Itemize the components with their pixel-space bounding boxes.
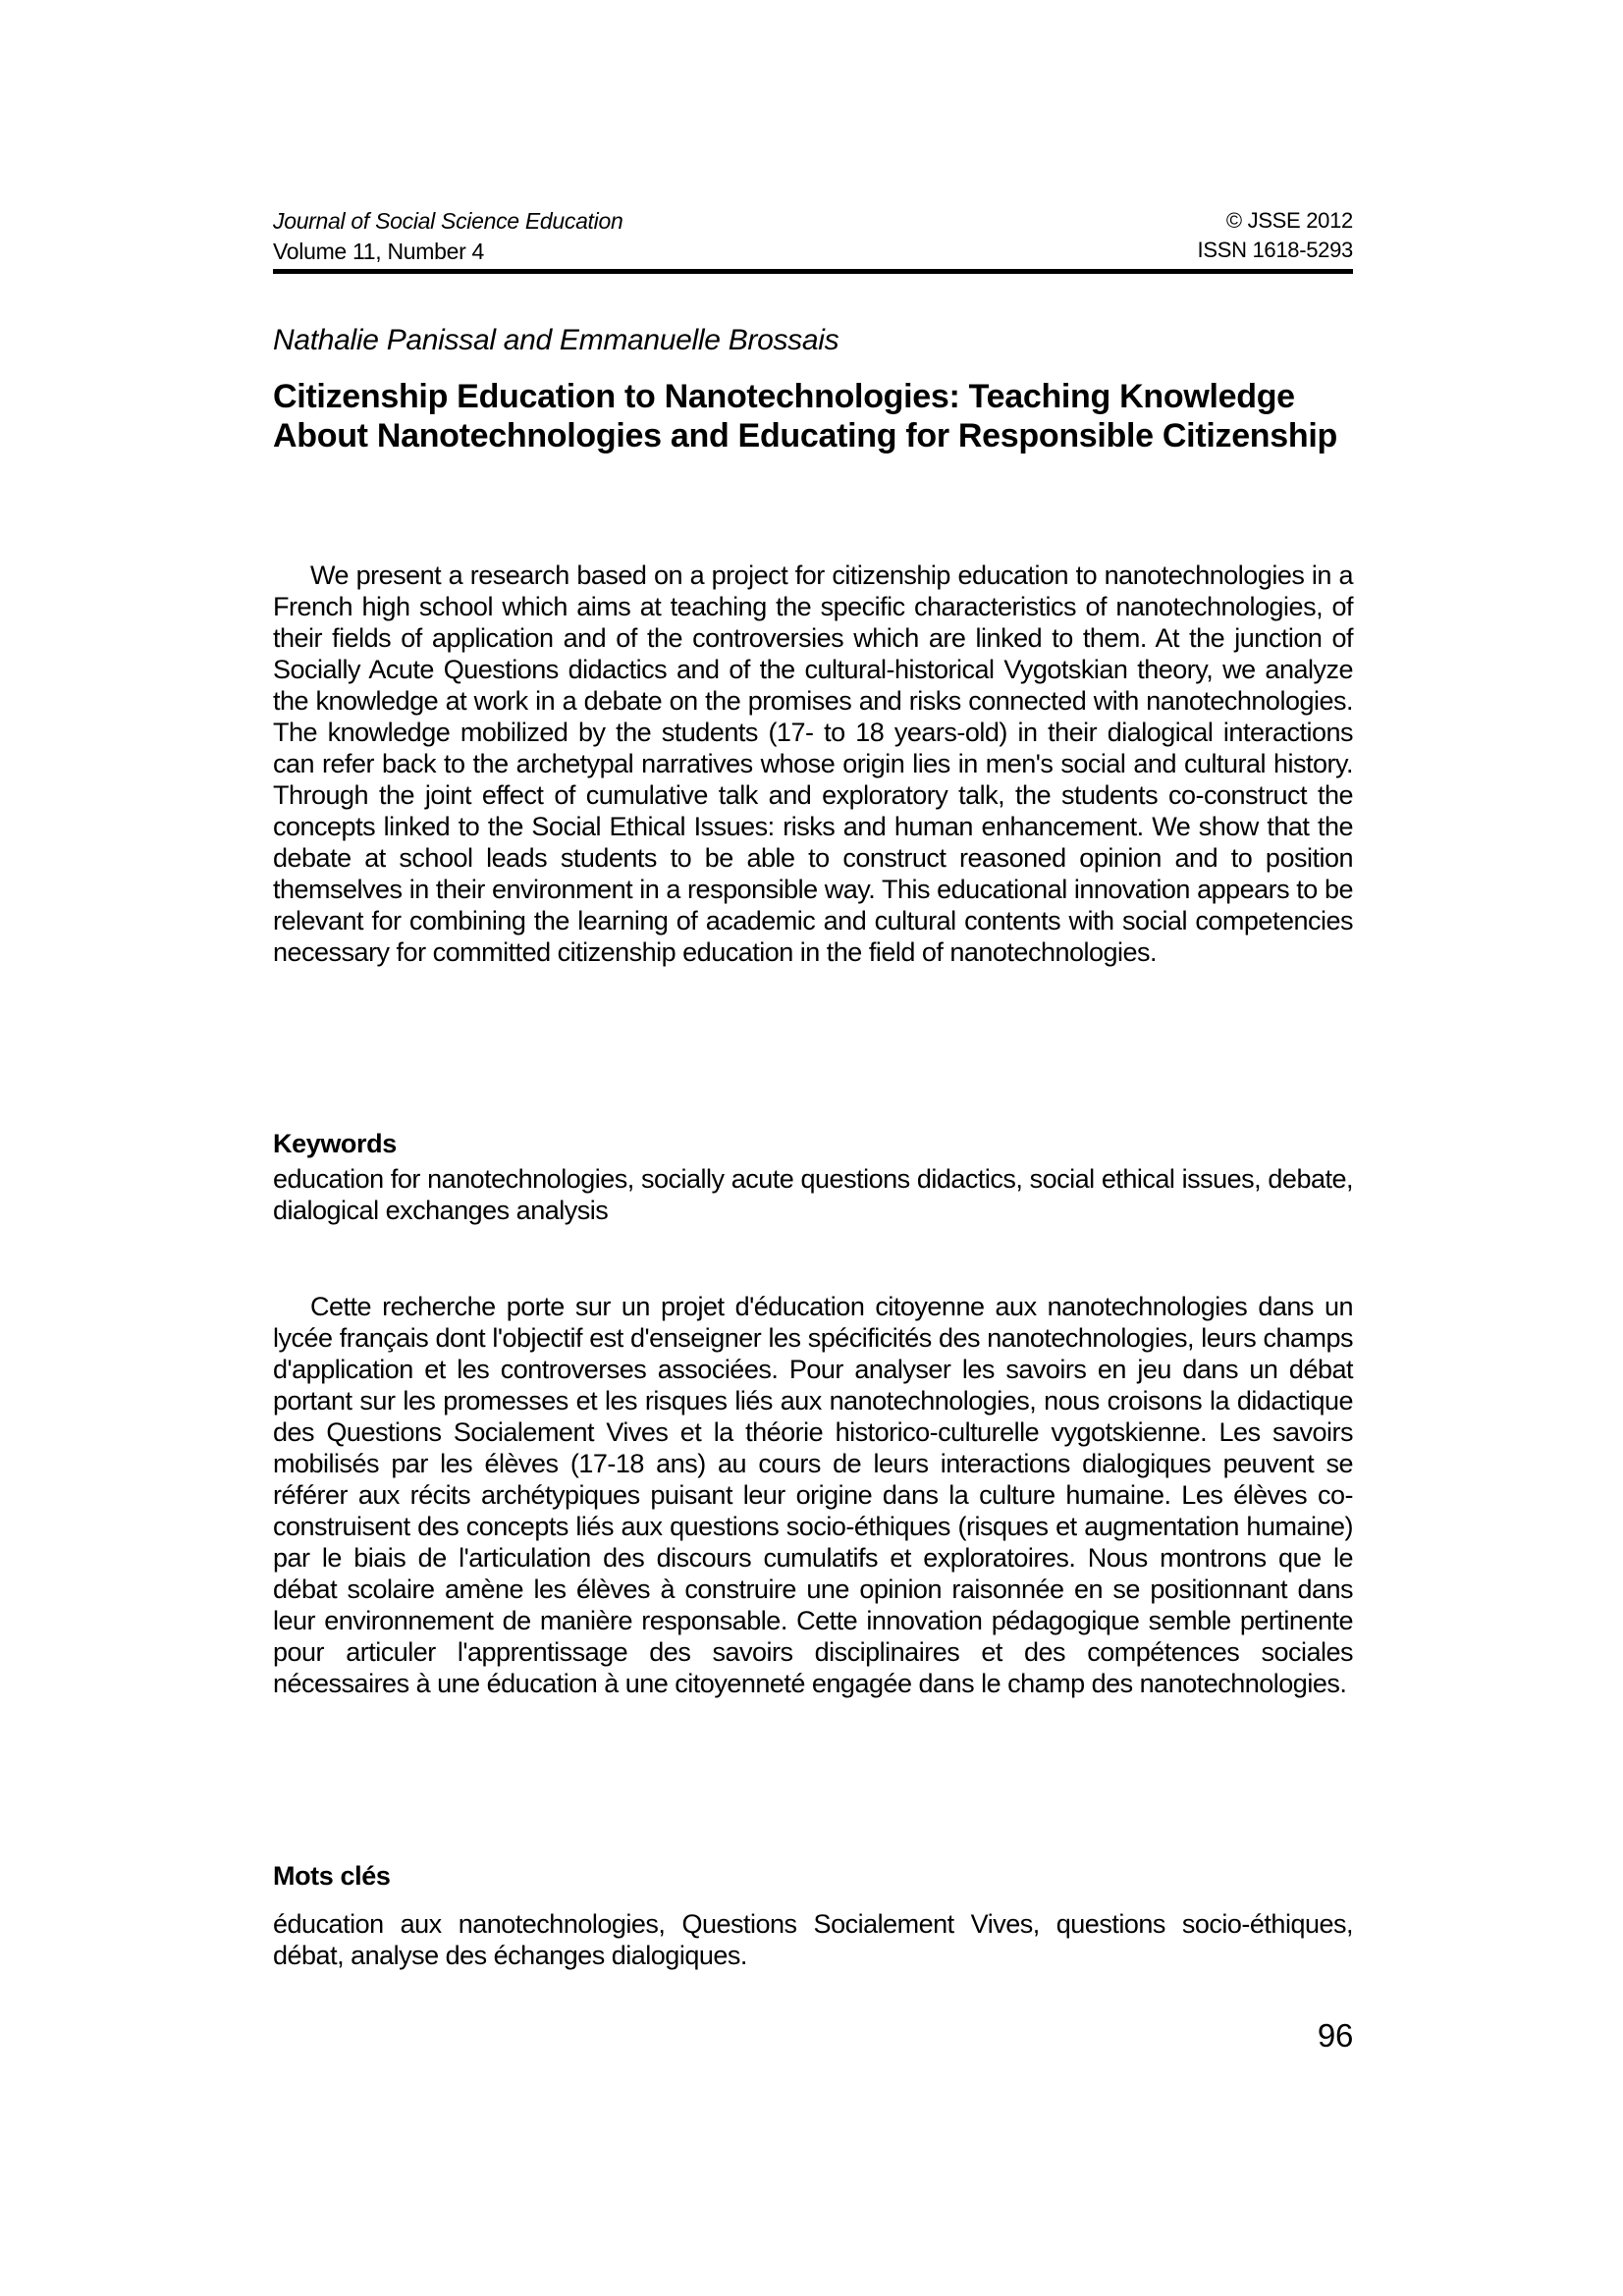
abstract-english: We present a research based on a project for citizenship education to nanotechnologies in a French high school which aims at teaching the specific characteristics of nanotechnologies, of their fields of application and of the controversies which are linked to them. At the junction of Socially Acute Questions didactics and of the cultural-historical Vygotskian theory, we analyze the knowledge at work in a debate on the promises and risks connected with nanotechnologies. The knowledge mobilized by the students (17- to 18 years-old) in their dialogical interactions can refer back to the archetypal narratives whose origin lies in men's social and cultural history. Through the joint effect of cumulative talk and exploratory talk, the students co-construct the concepts linked to the Social Ethical Issues: risks and human enhancement. We show that the debate at school leads students to be able to construct reasoned opinion and to position themselves in their environment in a responsible way. This educational innovation appears to be relevant for combining the learning of academic and cultural contents with social competencies necessary for committed citizenship education in the field of nanotechnologies. (273, 561, 1353, 967)
mots-cles-heading: Mots clés (273, 1861, 391, 1891)
journal-volume-line: Volume 11, Number 4 (273, 239, 485, 264)
header-rule (273, 269, 1353, 274)
article-title: Citizenship Education to Nanotechnologies: Teaching Knowledge About Nanotechnologies and Educating for Responsible Citizenship (273, 378, 1337, 454)
issn-line: ISSN 1618-5293 (1197, 238, 1353, 262)
journal-header-left (273, 206, 622, 267)
page-number: 96 (1317, 2017, 1353, 2054)
journal-header (273, 206, 1353, 267)
journal-title: Journal of Social Science Education (273, 208, 623, 234)
journal-header-right (1198, 206, 1353, 265)
copyright-line: © JSSE 2012 (1225, 208, 1353, 233)
abstract-french: Cette recherche porte sur un projet d'éducation citoyenne aux nanotechnologies dans un lycée français dont l'objectif est d'enseigner les spécificités des nanotechnologies, leurs champs d'application et les controverses associées. Pour analyser les savoirs en jeu dans un débat portant sur les promesses et les risques liés aux nanotechnologies, nous croisons la didactique des Questions Socialement Vives et la théorie historico-culturelle vygotskienne. Les savoirs mobilisés par les élèves (17-18 ans) au cours de leurs interactions dialogiques peuvent se référer aux récits archétypiques puisant leur origine dans la culture humaine. Les élèves co-construisent des concepts liés aux questions socio-éthiques (risques et augmentation humaine) par le biais de l'articulation des discours cumulatifs et exploratoires. Nous montrons que le débat scolaire amène les élèves à construire une opinion raisonnée en se positionnant dans leur environnement de manière responsable. Cette innovation pédagogique semble pertinente pour articuler l'apprentissage des savoirs disciplinaires et des compétences sociales nécessaires à une éducation à une citoyenneté engagée dans le champ des nanotechnologies. (273, 1292, 1353, 1698)
keywords-text: education for nanotechnologies, socially acute questions didactics, social ethical issues, debate, dialogical exchanges analysis (273, 1164, 1353, 1225)
keywords-heading: Keywords (273, 1129, 397, 1158)
mots-cles-text: éducation aux nanotechnologies, Questions Socialement Vives, questions socio-éthiques, débat, analyse des échanges dialogiques. (273, 1909, 1353, 1970)
authors-line: Nathalie Panissal and Emmanuelle Brossais (273, 324, 839, 356)
